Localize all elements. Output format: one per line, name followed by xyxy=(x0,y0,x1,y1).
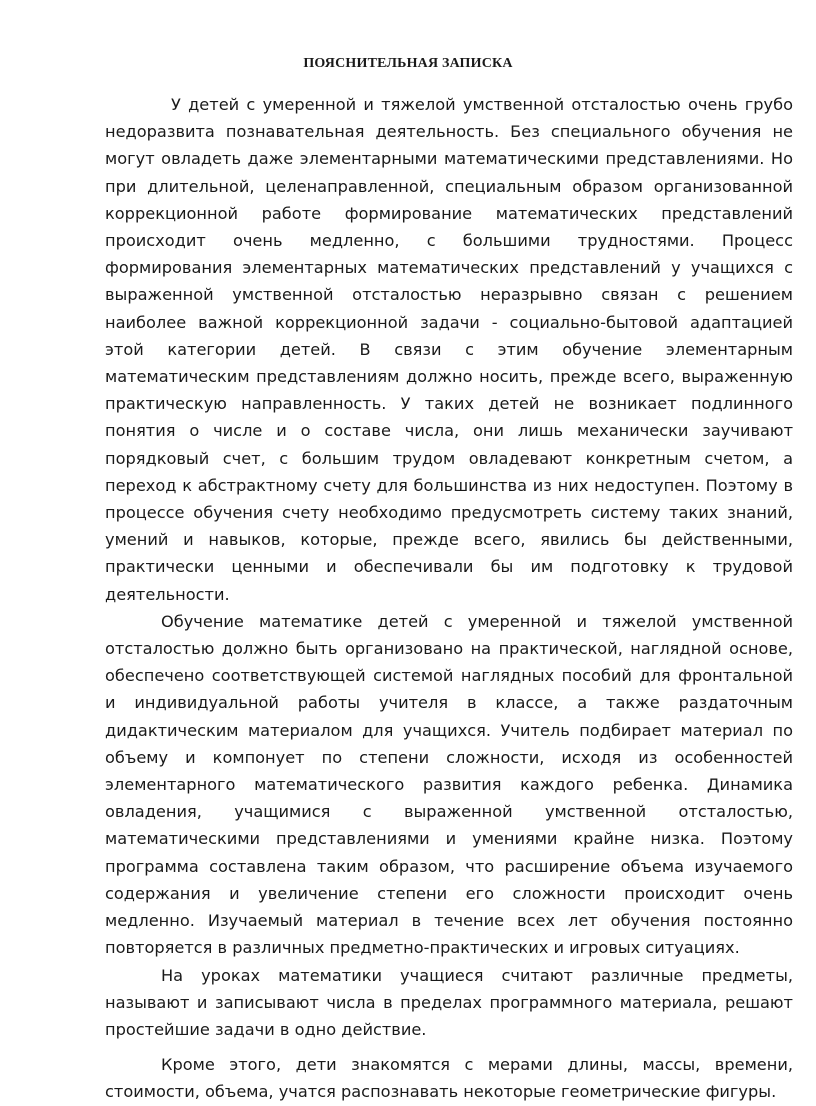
paragraph-1: У детей с умеренной и тяжелой умственной отсталостью очень грубо недоразвита познавательная деятельность. Без специального обучения не могут овладеть даже элементарными математическими представлениями. Но при длительной, целенаправленной, специальным образом организованной коррекционной работе формирование математических представлений происходит очень медленно, с большими трудностями. Процесс формирования элементарных математических представлений у учащихся с выраженной умственной отсталостью неразрывно связан с решением наиболее важной коррекционной задачи - социально-бытовой адаптацией этой категории детей. В связи с этим обучение элементарным математическим представлениям должно носить, прежде всего, выраженную практическую направленность. У таких детей не возникает подлинного понятия о числе и о составе числа, они лишь механически заучивают порядковый счет, с большим трудом овладевают конкретным счетом, а переход к абстрактному счету для большинства из них недоступен. Поэтому в процессе обучения счету необходимо предусмотреть систему таких знаний, умений и навыков, которые, прежде всего, явились бы действенными, практически ценными и обеспечивали бы им подготовку к трудовой деятельности. xyxy=(105,95,793,604)
paragraph-3: На уроках математики учащиеся считают различные предметы, называют и записывают числа в пределах программного материала, решают простейшие задачи в одно действие. xyxy=(105,965,793,1039)
document-body xyxy=(105,91,793,1106)
paragraph-4: Кроме этого, дети знакомятся с мерами длины, массы, времени, стоимости, объема, учатся распознавать некоторые геометрические фигуры. xyxy=(105,1055,793,1102)
document-title: ПОЯСНИТЕЛЬНАЯ ЗАПИСКА xyxy=(303,56,513,71)
paragraph-2: Обучение математике детей с умеренной и тяжелой умственной отсталостью должно быть организовано на практической, наглядной основе, обеспечено соответствующей системой наглядных пособий для фронтальной и индивидуальной работы учителя в классе, а также раздаточным дидактическим материалом для учащихся. Учитель подбирает материал по объему и компонует по степени сложности, исходя из особенностей элементарного математического развития каждого ребенка. Динамика овладения, учащимися с выраженной умственной отсталостью, математическими представлениями и умениями крайне низка. Поэтому программа составлена таким образом, что расширение объема изучаемого содержания и увеличение степени его сложности происходит очень медленно. Изучаемый материал в течение всех лет обучения постоянно повторяется в различных предметно-практических и игровых ситуациях. xyxy=(105,611,793,958)
